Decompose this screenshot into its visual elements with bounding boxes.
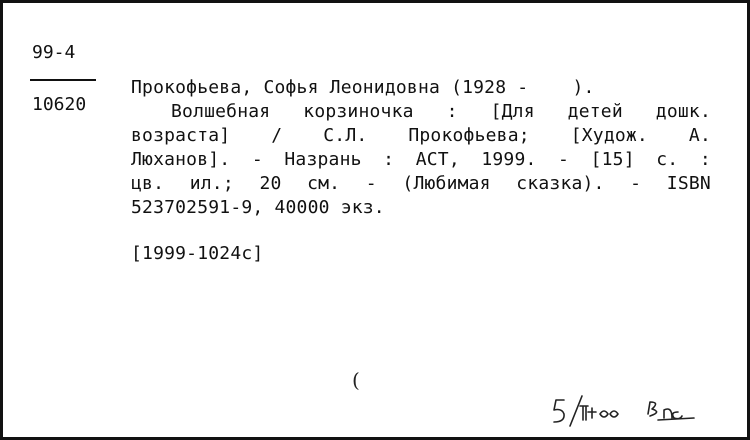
record-word: корзиночка [303,101,414,122]
record-word: Люханов]. [131,149,231,170]
record-word: 1999. [481,149,537,170]
pencil-mark: ( [352,368,360,392]
record-word: см. [307,173,341,194]
record-word: (Любимая [402,173,491,194]
record-line-3 [131,148,711,172]
record-line-5: 523702591-9, 40000 экз. [131,197,385,218]
record-line-4 [131,172,711,196]
record-word: - [630,173,642,194]
record-word: [15] [590,149,635,170]
record-word: сказка). [516,173,605,194]
record-word: : [446,101,458,122]
shelf-mark-divider [30,79,96,81]
handwritten-signature [548,392,708,436]
record-word: [Для [490,101,535,122]
record-word: 20 [259,173,282,194]
record-word: дошк. [655,101,711,122]
record-heading: Прокофьева, Софья Леонидовна (1928 - ). [131,77,595,98]
shelf-mark-top: 99-4 [32,42,76,63]
record-word: ил.; [189,173,234,194]
bibliographic-record [131,76,711,266]
record-word: Прокофьева; [408,125,530,146]
signature-scribble [548,392,708,432]
record-word: ISBN [666,173,711,194]
record-word: - [251,149,263,170]
record-word: С.Л. [323,125,368,146]
record-word: с. [656,149,679,170]
record-word: детей [567,101,623,122]
record-word: : [699,149,711,170]
record-word: / [271,125,283,146]
shelf-mark-bottom: 10620 [32,94,87,115]
record-spacer [131,220,711,242]
record-word: А. [688,125,711,146]
record-line-1 [131,100,711,124]
record-word: Волшебная [171,101,271,122]
record-word: [Худож. [570,125,648,146]
record-note: [1999-1024c] [131,243,264,264]
record-line-2 [131,124,711,148]
record-word: АСТ, [415,149,460,170]
record-word: Назрань [284,149,362,170]
record-word: - [365,173,377,194]
card-border-left [0,0,3,440]
card-border-top [0,0,750,3]
record-word: цв. [131,173,165,194]
record-word: - [558,149,570,170]
record-word: возраста] [131,125,231,146]
record-word: : [383,149,395,170]
